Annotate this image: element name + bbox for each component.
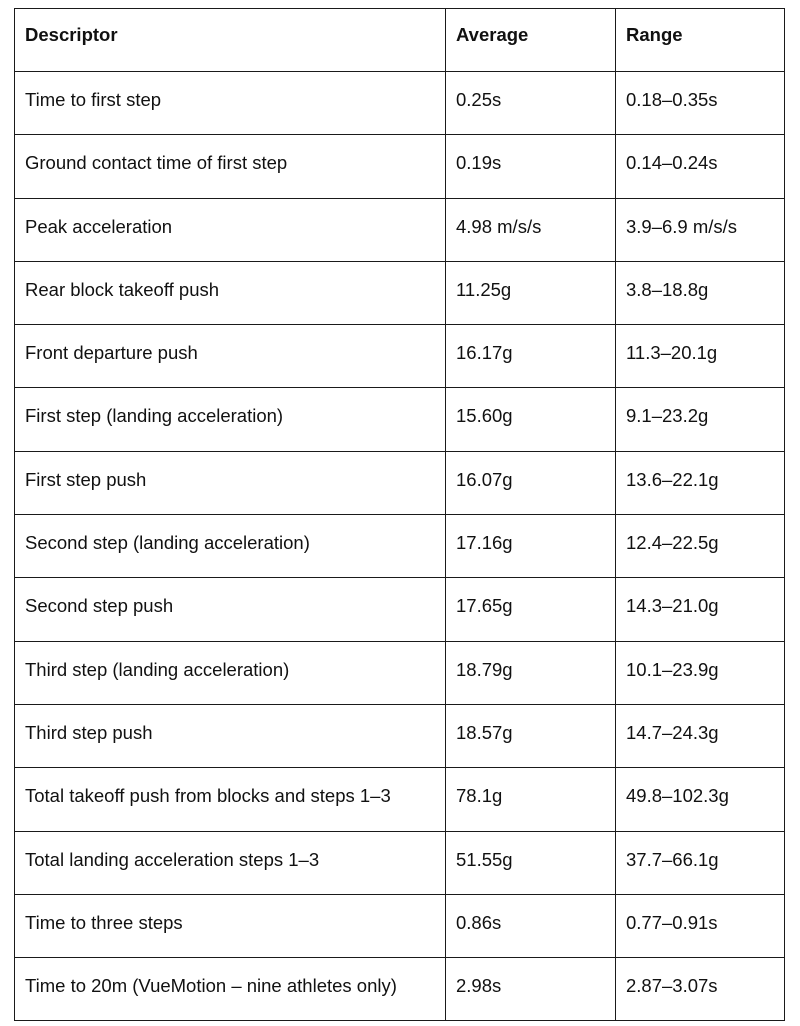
column-header-average: Average bbox=[446, 9, 616, 72]
cell-descriptor: Time to 20m (VueMotion – nine athletes only) bbox=[15, 958, 446, 1021]
cell-descriptor: Total takeoff push from blocks and steps 1–3 bbox=[15, 768, 446, 831]
cell-average: 15.60g bbox=[446, 388, 616, 451]
cell-average: 4.98 m/s/s bbox=[446, 198, 616, 261]
cell-descriptor: Third step (landing acceleration) bbox=[15, 641, 446, 704]
table-row bbox=[15, 894, 785, 957]
cell-average: 16.07g bbox=[446, 451, 616, 514]
cell-descriptor: Peak acceleration bbox=[15, 198, 446, 261]
cell-descriptor: Third step push bbox=[15, 704, 446, 767]
cell-average: 18.79g bbox=[446, 641, 616, 704]
cell-range: 0.14–0.24s bbox=[616, 135, 785, 198]
cell-average: 11.25g bbox=[446, 261, 616, 324]
table-row bbox=[15, 325, 785, 388]
cell-range: 3.9–6.9 m/s/s bbox=[616, 198, 785, 261]
cell-range: 3.8–18.8g bbox=[616, 261, 785, 324]
cell-range: 2.87–3.07s bbox=[616, 958, 785, 1021]
cell-average: 78.1g bbox=[446, 768, 616, 831]
table-body bbox=[15, 72, 785, 1021]
cell-range: 14.3–21.0g bbox=[616, 578, 785, 641]
cell-range: 49.8–102.3g bbox=[616, 768, 785, 831]
table-row bbox=[15, 72, 785, 135]
column-header-range: Range bbox=[616, 9, 785, 72]
table-row bbox=[15, 135, 785, 198]
cell-descriptor: First step push bbox=[15, 451, 446, 514]
cell-average: 0.19s bbox=[446, 135, 616, 198]
cell-average: 0.25s bbox=[446, 72, 616, 135]
table-row bbox=[15, 451, 785, 514]
cell-average: 51.55g bbox=[446, 831, 616, 894]
cell-range: 0.18–0.35s bbox=[616, 72, 785, 135]
cell-average: 2.98s bbox=[446, 958, 616, 1021]
cell-descriptor: First step (landing acceleration) bbox=[15, 388, 446, 451]
table-row bbox=[15, 704, 785, 767]
sprint-start-table bbox=[14, 8, 785, 1021]
table-row bbox=[15, 515, 785, 578]
cell-descriptor: Rear block takeoff push bbox=[15, 261, 446, 324]
table-row bbox=[15, 958, 785, 1021]
cell-descriptor: Second step (landing acceleration) bbox=[15, 515, 446, 578]
cell-descriptor: Time to first step bbox=[15, 72, 446, 135]
table-row bbox=[15, 768, 785, 831]
cell-average: 16.17g bbox=[446, 325, 616, 388]
table-row bbox=[15, 261, 785, 324]
cell-range: 9.1–23.2g bbox=[616, 388, 785, 451]
table-row bbox=[15, 831, 785, 894]
cell-range: 12.4–22.5g bbox=[616, 515, 785, 578]
cell-average: 17.16g bbox=[446, 515, 616, 578]
table-row bbox=[15, 388, 785, 451]
cell-range: 14.7–24.3g bbox=[616, 704, 785, 767]
cell-descriptor: Second step push bbox=[15, 578, 446, 641]
cell-average: 18.57g bbox=[446, 704, 616, 767]
table-row bbox=[15, 641, 785, 704]
table-row bbox=[15, 578, 785, 641]
cell-range: 0.77–0.91s bbox=[616, 894, 785, 957]
cell-range: 13.6–22.1g bbox=[616, 451, 785, 514]
cell-descriptor: Ground contact time of first step bbox=[15, 135, 446, 198]
cell-average: 0.86s bbox=[446, 894, 616, 957]
cell-descriptor: Total landing acceleration steps 1–3 bbox=[15, 831, 446, 894]
column-header-descriptor: Descriptor bbox=[15, 9, 446, 72]
cell-average: 17.65g bbox=[446, 578, 616, 641]
cell-descriptor: Front departure push bbox=[15, 325, 446, 388]
cell-range: 10.1–23.9g bbox=[616, 641, 785, 704]
table-row bbox=[15, 198, 785, 261]
cell-range: 37.7–66.1g bbox=[616, 831, 785, 894]
table-header-row bbox=[15, 9, 785, 72]
cell-range: 11.3–20.1g bbox=[616, 325, 785, 388]
cell-descriptor: Time to three steps bbox=[15, 894, 446, 957]
